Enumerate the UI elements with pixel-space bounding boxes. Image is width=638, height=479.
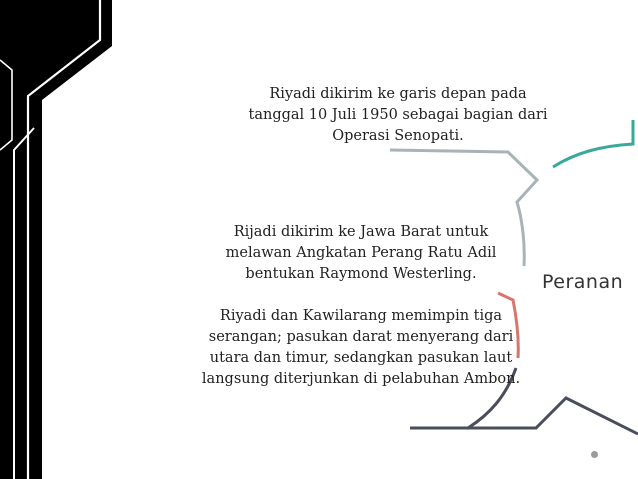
- diagram-item-1: Riyadi dikirim ke garis depan pada tanggal 10 Juli 1950 sebagai bagian dari Operasi Senopati.: [248, 86, 548, 144]
- arc-segment-teal: [553, 120, 633, 167]
- center-label: Peranan: [542, 271, 624, 293]
- diagram-item-3: Riyadi dan Kawilarang memimpin tiga serangan; pasukan darat menyerang dari utara dan timur, sedangkan pasukan laut langsung diterjunkan di pelabuhan Ambon.: [201, 308, 521, 387]
- left-black-band: [0, 0, 112, 479]
- diagram-item-2: Rijadi dikirim ke Jawa Barat untuk melawan Angkatan Perang Ratu Adil bentukan Raymond Westerling.: [225, 224, 497, 282]
- slide-nav-dot[interactable]: [591, 451, 598, 458]
